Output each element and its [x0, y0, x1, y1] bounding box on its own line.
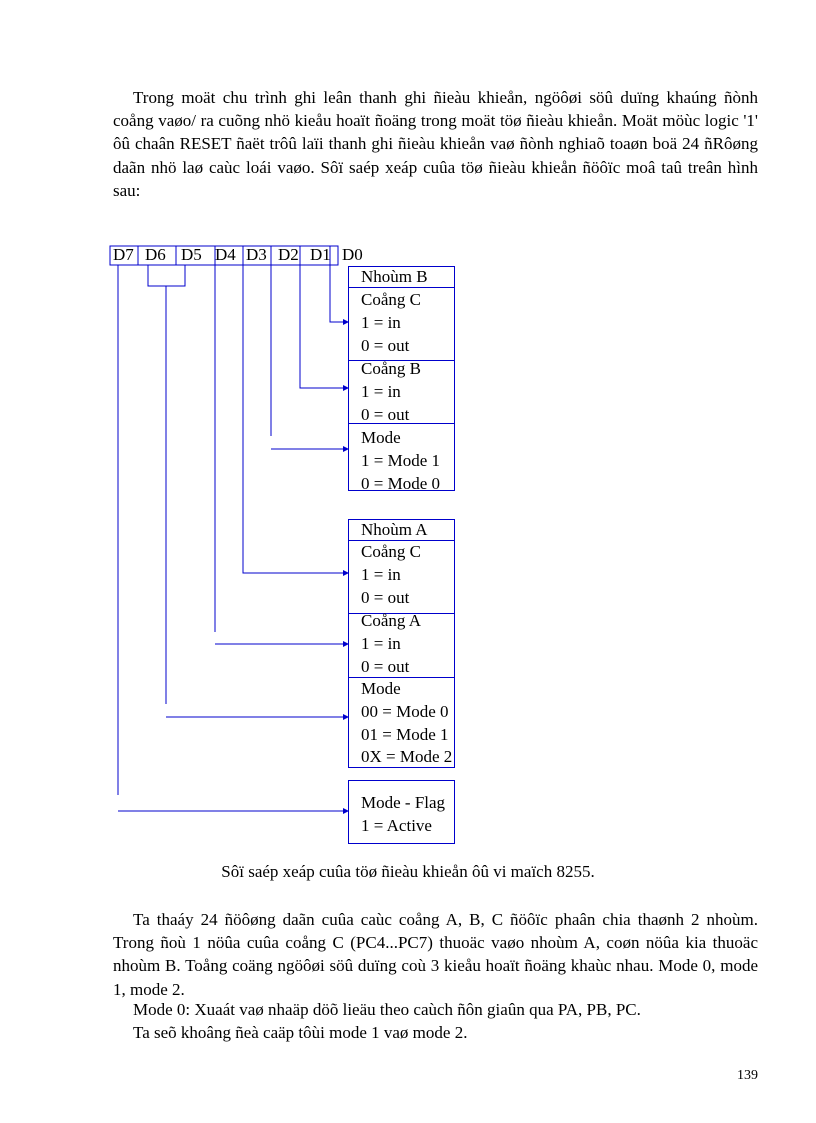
mode-flag-active: 1 = Active	[361, 816, 432, 835]
mode-flag-label: Mode - Flag	[361, 793, 446, 812]
body-text: Ta thaáy 24 ñöôøng daãn cuûa caùc coång A, B, C ñöôïc phaân chia thaønh 2 nhoùm. Trong ñoù 1 nöûa cuûa coång C (PC4...PC7) thuoäc vaøo nhoùm A, coøn nöûa kia thuoäc nhoùm B. Toång coäng ngöôøi söû duïng coù 3 kieåu hoaït ñoäng khaùc nhau. Mode 0, mode 1, mode 2.	[113, 910, 758, 999]
intro-text: Trong moät chu trình ghi leân thanh ghi ñieàu khieån, ngöôøi söû duïng khaúng ñònh coång vaøo/ ra cuõng nhö kieåu hoaït ñoäng trong moät töø ñieàu khieån. Moät möùc logic '1' ôû chaân RESET ñaët trôû laïi thanh ghi ñieàu khieån vaø ñònh nghiaõ toaøn boä 24 ñRôøng daãn nhö laø caùc loái vaøo. Sôï saép xeáp cuûa töø ñieàu khieån ñöôïc moâ taû treân hình sau:	[113, 88, 758, 200]
wire-d1	[330, 265, 348, 322]
bit-label-d4: D4	[215, 245, 236, 264]
group-b-port-c-label: Coång C	[361, 290, 421, 309]
bit-label-d7: D7	[113, 245, 134, 264]
bit-label-d2: D2	[278, 245, 299, 264]
group-b-mode-label: Mode	[361, 428, 401, 447]
wire-d4	[243, 265, 348, 573]
group-b-port-c-in: 1 = in	[361, 313, 401, 332]
group-b-port-c-out: 0 = out	[361, 336, 410, 355]
group-a-title: Nhoùm A	[361, 520, 428, 539]
bit-box-d0	[330, 246, 338, 265]
wire-d6-bracket	[148, 265, 185, 286]
group-b-title: Nhoùm B	[361, 267, 428, 286]
group-a-port-c-in: 1 = in	[361, 565, 401, 584]
last-line-text: Ta seõ khoâng ñeà caäp tôùi mode 1 vaø mode 2.	[133, 1023, 468, 1042]
mode0-text: Mode 0: Xuaát vaø nhaäp döõ lieäu theo caùch ñôn giaûn qua PA, PB, PC.	[133, 1000, 641, 1019]
group-b-port-b-label: Coång B	[361, 359, 421, 378]
body-paragraph	[113, 908, 758, 1001]
bit-label-d5: D5	[181, 245, 202, 264]
group-a-port-a-label: Coång A	[361, 611, 421, 630]
group-a-mode-00: 00 = Mode 0	[361, 702, 449, 721]
bit-label-d3: D3	[246, 245, 267, 264]
group-a-port-a-in: 1 = in	[361, 634, 401, 653]
bit-label-d0: D0	[342, 245, 363, 264]
group-a-port-c-label: Coång C	[361, 542, 421, 561]
group-a-port-c-out: 0 = out	[361, 588, 410, 607]
mode0-line	[133, 998, 641, 1021]
group-a-mode-0x: 0X = Mode 2	[361, 747, 453, 766]
group-a-mode-01: 01 = Mode 1	[361, 725, 449, 744]
group-b-port-b-out: 0 = out	[361, 405, 410, 424]
bit-label-d6: D6	[145, 245, 166, 264]
figure-caption: Sôï saép xeáp cuûa töø ñieàu khieån ôû vi maïch 8255.	[221, 862, 595, 881]
wire-d2	[300, 265, 348, 388]
group-b-port-b-in: 1 = in	[361, 382, 401, 401]
bit-label-d1: D1	[310, 245, 331, 264]
group-a-mode-label: Mode	[361, 679, 401, 698]
group-b-mode-0: 0 = Mode 0	[361, 474, 440, 493]
last-line	[133, 1021, 467, 1044]
group-b-mode-1: 1 = Mode 1	[361, 451, 440, 470]
page-number: 139	[737, 1068, 758, 1083]
group-a-port-a-out: 0 = out	[361, 657, 410, 676]
